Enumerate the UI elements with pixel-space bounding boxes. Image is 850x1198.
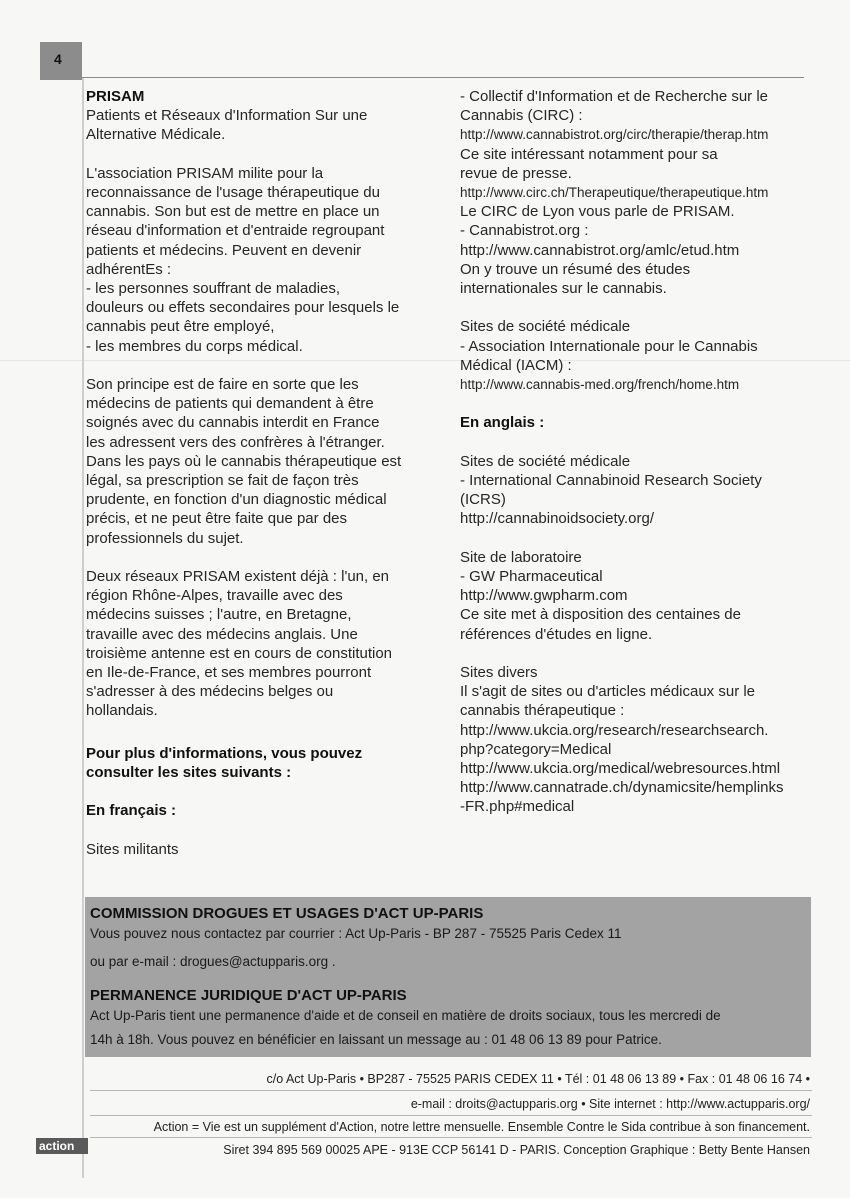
paragraph-line: les adressent vers des confrères à l'étranger. — [86, 433, 385, 451]
paragraph-line: soignés avec du cannabis interdit en France — [86, 414, 380, 432]
commission-text-2: ou par e-mail : drogues@actupparis.org . — [90, 954, 336, 969]
link[interactable]: http://www.cannabistrot.org/circ/therapie/therap.htm — [460, 127, 769, 143]
right-line: - International Cannabinoid Research Society — [460, 472, 762, 490]
right-line: Sites de société médicale — [460, 452, 631, 470]
paragraph-line: reconnaissance de l'usage thérapeutique du — [86, 184, 380, 201]
prisam-title: PRISAM — [86, 88, 145, 105]
paragraph-line: médecins suisses ; l'autre, en Bretagne, — [86, 606, 352, 624]
more-info-heading-2: consulter les sites suivants : — [86, 764, 292, 782]
left-column — [86, 87, 446, 859]
paragraph-line: - les personnes souffrant de maladies, — [86, 280, 341, 298]
right-line: Ce site intéressant notamment pour sa — [460, 145, 718, 163]
prisam-subtitle-2: Alternative Médicale. — [86, 126, 226, 144]
footer-divider — [90, 1090, 812, 1091]
right-line: Ce site met à disposition des centaines de — [460, 606, 741, 624]
link[interactable]: http://cannabinoidsociety.org/ — [460, 510, 655, 528]
right-line: - GW Pharmaceutical — [460, 568, 603, 586]
footer-divider — [90, 1115, 812, 1116]
paragraph-line: région Rhône-Alpes, travaille avec des — [86, 587, 343, 605]
paragraph-line: Son principe est de faire en sorte que les — [86, 376, 359, 394]
right-line: Il s'agit de sites ou d'articles médicaux sur le — [460, 683, 756, 701]
paragraph-line: légal, sa prescription se fait de façon très — [86, 472, 359, 490]
commission-heading: COMMISSION DROGUES ET USAGES D'ACT UP-PARIS — [90, 905, 484, 922]
right-column — [460, 87, 820, 817]
right-line: - Association Internationale pour le Cannabis — [460, 337, 758, 355]
top-rule — [82, 77, 804, 78]
right-line: cannabis thérapeutique : — [460, 702, 625, 720]
paragraph-line: prudente, en fonction d'un diagnostic médical — [86, 491, 387, 509]
footer-note: Action = Vie est un supplément d'Action, notre lettre mensuelle. Ensemble Contre le Sida contribue à son financement. — [153, 1120, 810, 1134]
paragraph-line: hollandais. — [86, 702, 158, 720]
right-line: Médical (IACM) : — [460, 356, 572, 374]
link[interactable]: http://www.circ.ch/Therapeutique/therapeutique.htm — [460, 185, 769, 201]
right-line: internationales sur le cannabis. — [460, 280, 667, 298]
permanence-heading: PERMANENCE JURIDIQUE D'ACT UP-PARIS — [90, 987, 407, 1004]
paragraph-line: cannabis. Son but est de mettre en place un — [86, 203, 380, 221]
link[interactable]: http://www.cannatrade.ch/dynamicsite/hemplinks — [460, 779, 784, 797]
link[interactable]: http://www.cannabis-med.org/french/home.htm — [460, 377, 740, 393]
permanence-text-1: Act Up-Paris tient une permanence d'aide et de conseil en matière de droits sociaux, tous les mercredi de — [90, 1008, 721, 1023]
prisam-subtitle-1: Patients et Réseaux d'Information Sur une — [86, 107, 368, 125]
right-line: Site de laboratoire — [460, 548, 582, 566]
en-francais-heading: En français : — [86, 802, 177, 820]
paragraph-line: Deux réseaux PRISAM existent déjà : l'un, en — [86, 568, 390, 586]
footer-divider — [90, 1137, 812, 1138]
right-line: On y trouve un résumé des études — [460, 260, 691, 278]
right-line: revue de presse. — [460, 164, 572, 182]
paragraph-line: médecins de patients qui demandent à être — [86, 395, 374, 413]
right-line: Le CIRC de Lyon vous parle de PRISAM. — [460, 203, 735, 221]
paragraph-line: troisième antenne est en cours de constitution — [86, 644, 393, 662]
right-line: - Cannabistrot.org : — [460, 222, 589, 240]
link[interactable]: php?category=Medical — [460, 740, 612, 758]
action-logo: action — [36, 1138, 88, 1154]
right-line: (ICRS) — [460, 491, 506, 509]
paragraph-line: patients et médecins. Peuvent en devenir — [86, 241, 362, 259]
vertical-rule — [82, 78, 84, 1178]
permanence-text-2: 14h à 18h. Vous pouvez en bénéficier en laissant un message au : 01 48 06 13 89 pour Patrice. — [90, 1032, 662, 1047]
en-anglais-heading: En anglais : — [460, 414, 545, 432]
right-line: Sites divers — [460, 664, 538, 682]
footer-address: c/o Act Up-Paris • BP287 - 75525 PARIS CEDEX 11 • Tél : 01 48 06 13 89 • Fax : 01 48 06 16 74 • — [266, 1072, 810, 1086]
paragraph-line: s'adresser à des médecins belges ou — [86, 683, 334, 701]
link[interactable]: http://www.gwpharm.com — [460, 587, 628, 605]
right-line: - Collectif d'Information et de Recherche sur le — [460, 88, 769, 105]
paragraph-line: en Ile-de-France, et ses membres pourront — [86, 664, 372, 682]
commission-text-1: Vous pouvez nous contactez par courrier : Act Up-Paris - BP 287 - 75525 Paris Cedex 11 — [90, 926, 622, 941]
footer-siret: Siret 394 895 569 00025 APE - 913E CCP 56141 D - PARIS. Conception Graphique : Betty Bente Hansen — [223, 1143, 810, 1157]
paragraph-line: L'association PRISAM milite pour la — [86, 164, 324, 182]
sites-militants-label: Sites militants — [86, 840, 179, 858]
link[interactable]: http://www.cannabistrot.org/amlc/etud.htm — [460, 241, 740, 259]
link[interactable]: http://www.ukcia.org/medical/webresources.html — [460, 760, 781, 778]
link[interactable]: http://www.ukcia.org/research/researchsearch. — [460, 721, 769, 739]
paragraph-line: adhérentEs : — [86, 260, 172, 278]
paragraph-line: cannabis peut être employé, — [86, 318, 275, 336]
paragraph-line: professionnels du sujet. — [86, 529, 244, 547]
link[interactable]: -FR.php#medical — [460, 798, 575, 816]
contact-box — [85, 897, 811, 1057]
paragraph-line: - les membres du corps médical. — [86, 337, 303, 355]
paragraph-line: réseau d'information et d'entraide regroupant — [86, 222, 385, 240]
paragraph-line: travaille avec des médecins anglais. Une — [86, 625, 358, 643]
page-number: 4 — [54, 51, 62, 67]
more-info-heading-1: Pour plus d'informations, vous pouvez — [86, 744, 363, 762]
paragraph-line: Dans les pays où le cannabis thérapeutique est — [86, 452, 402, 470]
right-line: références d'études en ligne. — [460, 625, 653, 643]
footer-contact: e-mail : droits@actupparis.org • Site internet : http://www.actupparis.org/ — [410, 1097, 810, 1111]
paragraph-line: douleurs ou effets secondaires pour lesquels le — [86, 299, 400, 317]
paragraph-line: précis, et ne peut être faite que par des — [86, 510, 347, 528]
right-line: Sites de société médicale — [460, 318, 631, 336]
right-line: Cannabis (CIRC) : — [460, 107, 583, 125]
